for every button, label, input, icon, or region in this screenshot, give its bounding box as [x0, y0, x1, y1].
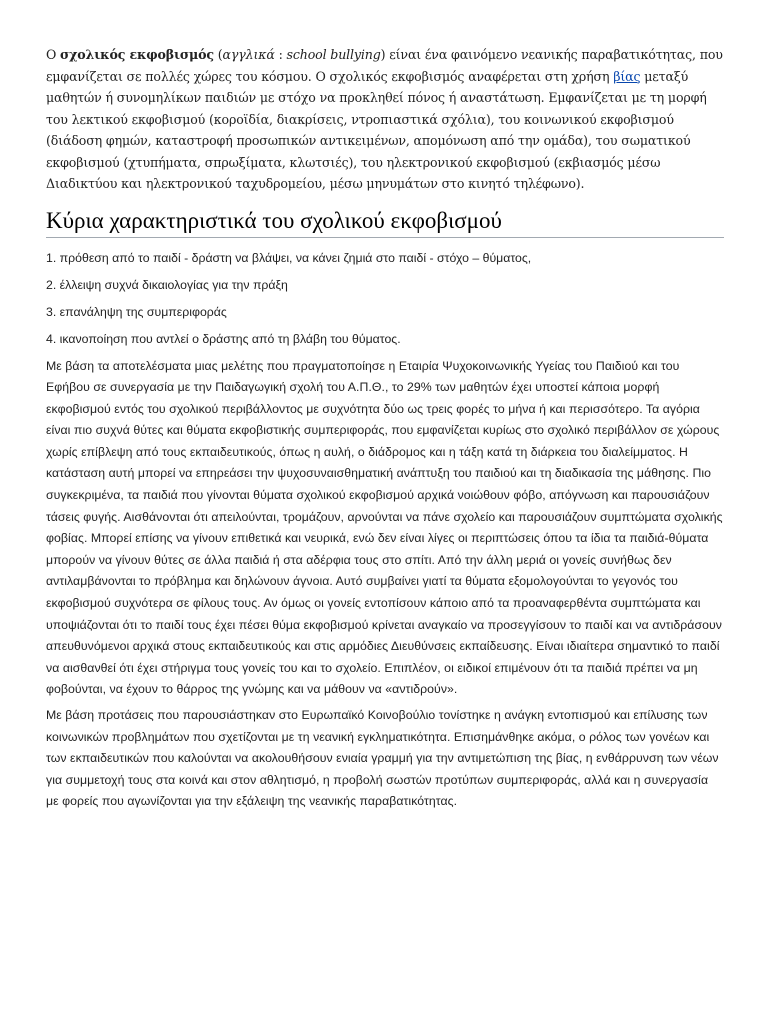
intro-text-body: ) είναι ένα φαινόμενο νεανικής παραβατικότητας, που εμφανίζεται σε πολλές χώρες του κόσμου. Ο σχολικός εκφοβισμός αναφέρεται στη χρήση: [46, 47, 723, 84]
characteristics-list: [46, 248, 724, 350]
intro-language-label: αγγλικά: [222, 47, 275, 62]
list-item: 4. ικανοποίηση που αντλεί ο δράστης από τη βλάβη του θύματος.: [46, 331, 401, 346]
intro-text-colon: :: [274, 47, 287, 62]
intro-english-term: school bullying: [286, 47, 381, 62]
intro-text-start: Ο: [46, 47, 61, 62]
intro-text-end: μεταξύ μαθητών ή συνομηλίκων παιδιών με στόχο να προκληθεί πόνος ή αναστάτωση. Εμφανίζεται με τη μορφή του λεκτικού εκφοβισμού (κοροϊδία, διακρίσεις, ντροπιαστικά σχόλια), του κοινωνικού εκφοβισμού (διάδοση φημών, καταστροφή προσωπικών αντικειμένων, απομόνωση από την ομάδα), του σωματικού εκφοβισμού (χτυπήματα, σπρωξίματα, κλωτσιές), του ηλεκτρονικού εκφοβισμού (εκβιασμός μέσω Διαδικτύου και ηλεκτρονικού ταχυδρομείου, μέσω μηνυμάτων στο κινητό τηλέφωνο).: [46, 68, 707, 191]
list-item: 3. επανάληψη της συμπεριφοράς: [46, 304, 227, 319]
study-paragraph: Με βάση τα αποτελέσματα μιας μελέτης που πραγματοποίησε η Εταιρία Ψυχοκοινωνικής Υγείας του Παιδιού και του Εφήβου σε συνεργασία με την Παιδαγωγική σχολή του Α.Π.Θ., το 29% των μαθητών έχει υποστεί κάποια μορφή εκφοβισμού εντός του σχολικού περιβάλλοντος με συχνότητα δύο ως τρεις φορές το μήνα ή και περισσότερο. Τα αγόρια είναι πιο συχνά θύτες και θύματα εκφοβιστικής συμπεριφοράς, που εμφανίζεται κυρίως στο σχολικό περιβάλλον σε χώρους χωρίς επίβλεψη από τους εκπαιδευτικούς, όπως η αυλή, ο διάδρομος και η τάξη κατά τη διάρκεια του διαλείμματος. Η κατάσταση αυτή μπορεί να επηρεάσει την ψυχοσυναισθηματική ανάπτυξη του παιδιού και τη διαδικασία της μάθησης. Πιο συγκεκριμένα, τα παιδιά που γίνονται θύματα σχολικού εκφοβισμού αρχικά νοιώθουν φόβο, απόγνωση και παρουσιάζουν τάσεις φυγής. Αισθάνονται ότι απειλούνται, τρομάζουν, αρνούνται να πάνε σχολείο και παρουσιάζουν συμπτώματα σχολικής φοβίας. Μπορεί επίσης να γίνουν επιθετικά και νευρικά, ενώ δεν είναι λίγες οι περιπτώσεις όπου τα ίδια τα παιδιά-θύματα μπορούν να γίνουν θύτες σε άλλα παιδιά ή στα αδέρφια τους στο σπίτι. Από την άλλη μεριά οι γονείς συνήθως δεν αντιλαμβάνονται το πρόβλημα και δηλώνουν άγνοια. Αυτό συμβαίνει γιατί τα θύματα εξομολογούνται το γεγονός του εκφοβισμού συχνότερα σε φίλους τους. Αν όμως οι γονείς εντοπίσουν κάποιο από τα προαναφερθέντα συμπτώματα και υποψιάζονται ότι το παιδί τους έχει πέσει θύμα εκφοβισμού κρίνεται αναγκαίο να προσεγγίσουν το παιδί και να αντιδράσουν απευθυνόμενοι αρχικά στους εκπαιδευτικούς και στις αρμόδιες Διευθύνσεις εκπαίδευσης. Είναι ιδιαίτερα σημαντικό το παιδί να αισθανθεί ότι έχει στήριγμα τους γονείς του και το σχολείο. Επιπλέον, οι ειδικοί επιμένουν ότι τα παιδιά πρέπει να μη φοβούνται, να έχουν το θάρρος της γνώμης και να μάθουν να «αντιδρούν».: [46, 358, 723, 697]
list-item: 1. πρόθεση από το παιδί - δράστη να βλάψει, να κάνει ζημιά στο παιδί - στόχο – θύματος,: [46, 250, 532, 265]
european-parliament-paragraph: Με βάση προτάσεις που παρουσιάστηκαν στο Ευρωπαϊκό Κοινοβούλιο τονίστηκε η ανάγκη εντοπισμού και επίλυσης των κοινωνικών προβλημάτων που σχετίζονται με τη νεανική εγκληματικότητα. Επισημάνθηκε ακόμα, ο ρόλος των γονέων και των εκπαιδευτικών που καλούνται να ακολουθήσουν ενιαία γραμμή για την αντιμετώπιση της βίας, η ενθάρρυνση των νέων για συμμετοχή τους στα κοινά και στον αθλητισμό, η προβολή σωστών προτύπων συμπεριφοράς, αλλά και η συνεργασία με φορείς που αγωνίζονται για την εξάλειψη της νεανικής παραβατικότητας.: [46, 708, 719, 809]
intro-paragraph: [46, 44, 724, 195]
violence-link[interactable]: βίας: [613, 68, 641, 84]
list-item: 2. έλλειψη συχνά δικαιολογίας για την πράξη: [46, 277, 288, 292]
article-page: [46, 44, 724, 817]
section-heading: Κύρια χαρακτηριστικά του σχολικού εκφοβισμού: [46, 207, 724, 238]
intro-text-paren: (: [213, 47, 223, 62]
intro-term-bold: σχολικός εκφοβισμός: [60, 47, 214, 62]
